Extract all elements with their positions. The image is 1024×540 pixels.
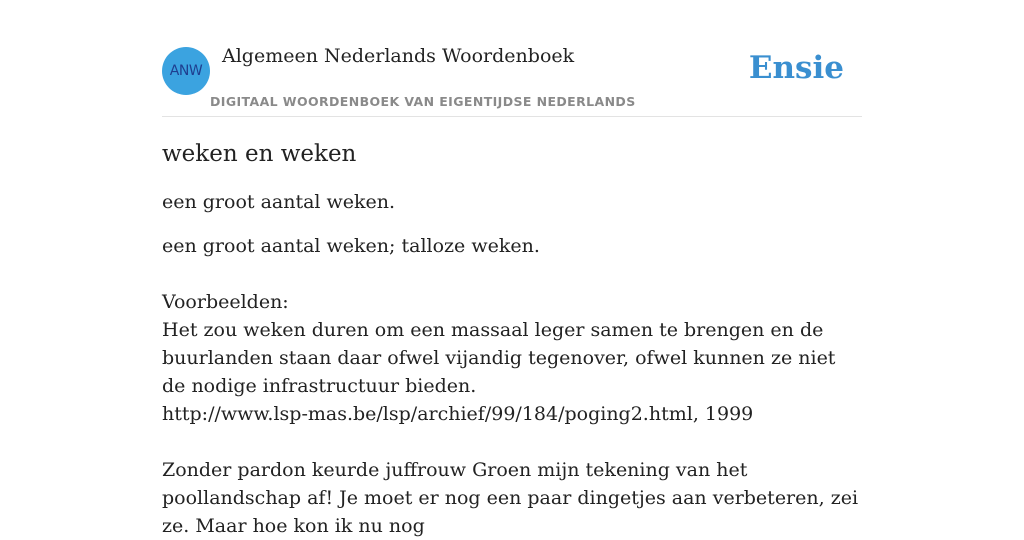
site-header	[162, 0, 862, 117]
ensie-brand-link[interactable]: Ensie	[748, 50, 844, 86]
example-1-source: http://www.lsp-mas.be/lsp/archief/99/184/poging2.html, 1999	[162, 403, 754, 425]
short-definition: een groot aantal weken.	[162, 191, 396, 213]
dictionary-subtitle: DIGITAAL WOORDENBOEK VAN EIGENTIJDSE NEDERLANDS	[210, 94, 636, 109]
examples-label: Voorbeelden:	[162, 291, 289, 313]
definition-text: een groot aantal weken; talloze weken.	[162, 235, 540, 257]
dictionary-title[interactable]: Algemeen Nederlands Woordenboek	[222, 45, 575, 67]
entry-content	[162, 138, 862, 540]
anw-logo[interactable]: ANW	[162, 47, 210, 95]
example-2: Zonder pardon keurde juffrouw Groen mijn tekening van het poollandschap af! Je moet er nog een paar dingetjes aan verbeteren, zei ze. Maar hoe kon ik nu nog	[162, 459, 859, 537]
entry-headword: weken en weken	[162, 141, 357, 167]
full-definition	[162, 232, 862, 540]
spacer	[162, 260, 862, 288]
example-1: Het zou weken duren om een massaal leger samen te brengen en de buurlanden staan daar ofwel vijandig tegenover, ofwel kunnen ze niet de nodige infrastructuur bieden.	[162, 319, 836, 397]
spacer	[162, 428, 862, 456]
